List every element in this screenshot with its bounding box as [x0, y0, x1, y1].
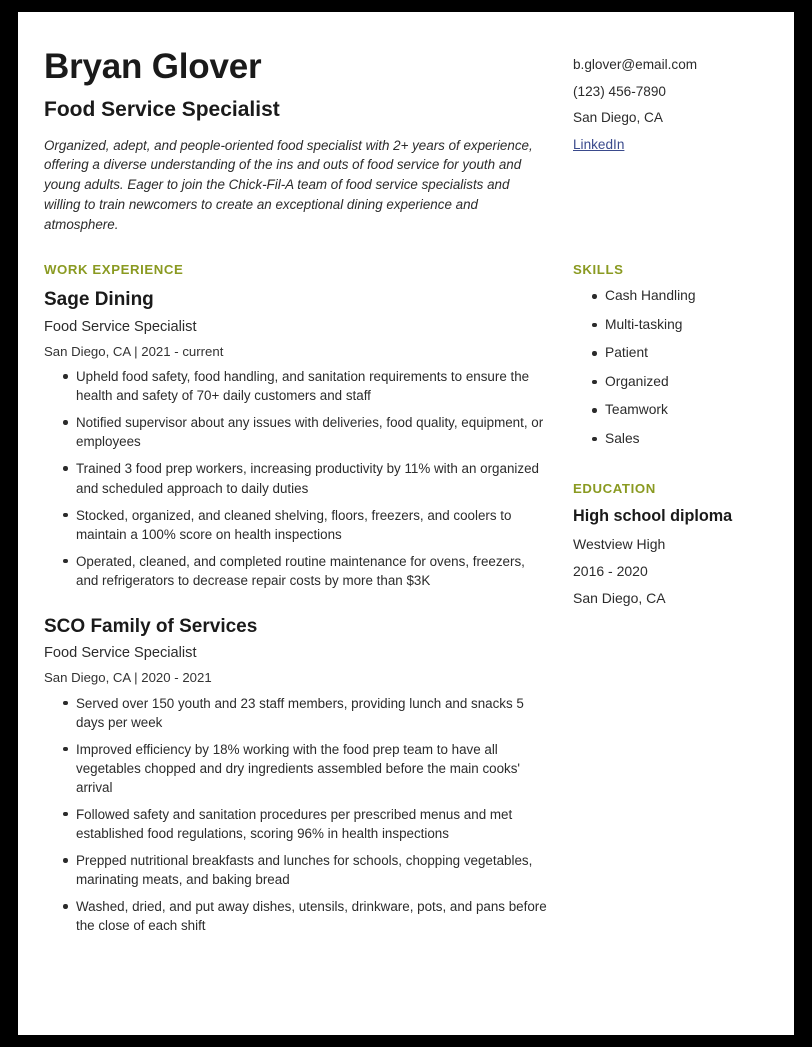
education-school: Westview High	[573, 535, 666, 552]
responsibility-list	[44, 694, 549, 935]
employer-name: Sage Dining	[44, 289, 154, 311]
sidebar-column	[549, 262, 762, 943]
professional-summary: Organized, adept, and people-oriented food specialist with 2+ years of experience, offering a diverse understanding of the ins and outs of food service for youth and young adults. Eager to join the Chick-Fil-A team of food service specialists and willing to train newcomers to create an exceptional dining experience and atmosphere.	[44, 137, 533, 232]
job-title: Food Service Specialist	[44, 97, 280, 121]
list-item: Notified supervisor about any issues with deliveries, food quality, equipment, or employees	[63, 413, 549, 451]
header-identity	[44, 48, 549, 234]
section-heading-work-experience: WORK EXPERIENCE	[44, 262, 184, 278]
list-item: Prepped nutritional breakfasts and lunches for schools, chopping vegetables, marinating meats, and baking bread	[63, 851, 549, 889]
contact-location: San Diego, CA	[573, 110, 663, 126]
contact-block	[549, 48, 762, 164]
contact-email: b.glover@email.com	[573, 57, 698, 72]
list-item: Improved efficiency by 18% working with the food prep team to have all vegetables chopped and dry ingredients assembled before the main cooks' arrival	[63, 740, 549, 797]
employment-role: Food Service Specialist	[44, 645, 197, 662]
resume-body	[44, 262, 762, 943]
page-title: Bryan Glover	[44, 47, 262, 86]
responsibility-list	[44, 367, 549, 589]
list-item: Sales	[592, 431, 762, 448]
work-experience-entry	[44, 616, 549, 935]
list-item: Trained 3 food prep workers, increasing productivity by 11% with an organized and scheduled approach to daily duties	[63, 459, 549, 497]
contact-phone: (123) 456-7890	[573, 83, 666, 99]
list-item: Teamwork	[592, 402, 762, 419]
resume-page	[18, 12, 794, 1035]
linkedin-link[interactable]: LinkedIn	[573, 136, 625, 152]
employment-meta: San Diego, CA | 2021 - current	[44, 343, 224, 359]
list-item: Stocked, organized, and cleaned shelving, floors, freezers, and coolers to maintain a 100% score on health inspections	[63, 506, 549, 544]
work-experience-entry	[44, 289, 549, 589]
main-column	[44, 262, 549, 943]
list-item: Multi-tasking	[592, 317, 762, 334]
list-item: Patient	[592, 345, 762, 362]
section-heading-skills: SKILLS	[573, 262, 624, 278]
list-item: Organized	[592, 374, 762, 391]
employment-role: Food Service Specialist	[44, 319, 197, 335]
education-location: San Diego, CA	[573, 589, 666, 606]
employer-name: SCO Family of Services	[44, 615, 258, 637]
list-item: Upheld food safety, food handling, and sanitation requirements to ensure the health and safety of 70+ daily customers and staff	[63, 367, 549, 405]
section-heading-education: EDUCATION	[573, 481, 656, 497]
education-years: 2016 - 2020	[573, 562, 648, 579]
contact-linkedin-row	[573, 138, 762, 152]
skills-list	[573, 288, 762, 447]
education-degree: High school diploma	[573, 507, 733, 526]
resume-header	[44, 48, 762, 234]
education-entry	[573, 507, 762, 606]
list-item: Washed, dried, and put away dishes, utensils, drinkware, pots, and pans before the close of each shift	[63, 897, 549, 935]
list-item: Operated, cleaned, and completed routine maintenance for ovens, freezers, and refrigerators to decrease repair costs by more than $3K	[63, 552, 549, 590]
list-item: Cash Handling	[592, 288, 762, 305]
list-item: Followed safety and sanitation procedures per prescribed menus and met established food regulations, scoring 96% in health inspections	[63, 805, 549, 843]
list-item: Served over 150 youth and 23 staff members, providing lunch and snacks 5 days per week	[63, 694, 549, 732]
employment-meta: San Diego, CA | 2020 - 2021	[44, 669, 212, 685]
